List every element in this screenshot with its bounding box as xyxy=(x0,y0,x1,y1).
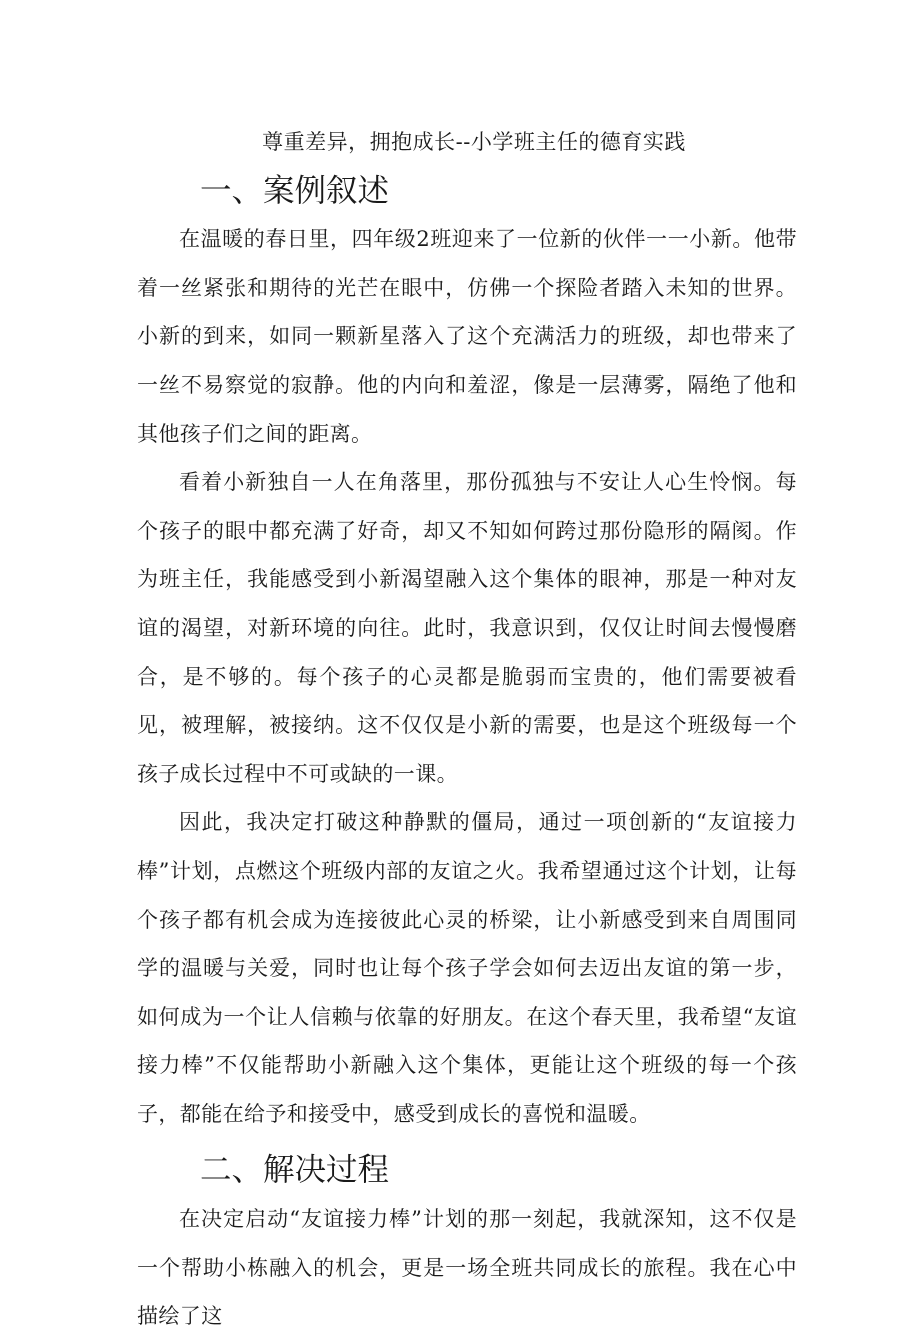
document-title: 尊重差异，拥抱成长--小学班主任的德育实践 xyxy=(262,130,686,154)
section-heading-solution-process: 二、解决过程 xyxy=(200,1152,390,1189)
paragraph: 在温暖的春日里，四年级2班迎来了一位新的伙伴一一小新。他带着一丝紧张和期待的光芒在眼中，仿佛一个探险者踏入未知的世界。小新的到来，如同一颗新星落入了这个充满活力的班级，却也带来了一丝不易察觉的寂静。他的内向和羞涩，像是一层薄雾，隔绝了他和其他孩子们之间的距离。 xyxy=(137,227,797,446)
paragraph: 看着小新独自一人在角落里，那份孤独与不安让人心生怜悯。每个孩子的眼中都充满了好奇，却又不知如何跨过那份隐形的隔阂。作为班主任，我能感受到小新渴望融入这个集体的眼神，那是一种对友谊的渴望，对新环境的向往。此时，我意识到，仅仅让时间去慢慢磨合，是不够的。每个孩子的心灵都是脆弱而宝贵的，他们需要被看见，被理解，被接纳。这不仅仅是小新的需要，也是这个班级每一个孩子成长过程中不可或缺的一课。 xyxy=(137,470,797,786)
section-heading-case-narrative: 一、案例叙述 xyxy=(200,172,390,209)
paragraph: 在决定启动“友谊接力棒”计划的那一刻起，我就深知，这不仅是一个帮助小栋融入的机会，更是一场全班共同成长的旅程。我在心中描绘了这 xyxy=(137,1207,797,1329)
paragraph: 因此，我决定打破这种静默的僵局，通过一项创新的“友谊接力棒”计划，点燃这个班级内部的友谊之火。我希望通过这个计划，让每个孩子都有机会成为连接彼此心灵的桥梁，让小新感受到来自周围同学的温暖与关爱，同时也让每个孩子学会如何去迈出友谊的第一步，如何成为一个让人信赖与依靠的好朋友。在这个春天里，我希望“友谊接力棒”不仅能帮助小新融入这个集体，更能让这个班级的每一个孩子，都能在给予和接受中，感受到成长的喜悦和温暖。 xyxy=(137,810,797,1126)
document-body xyxy=(137,118,797,1341)
